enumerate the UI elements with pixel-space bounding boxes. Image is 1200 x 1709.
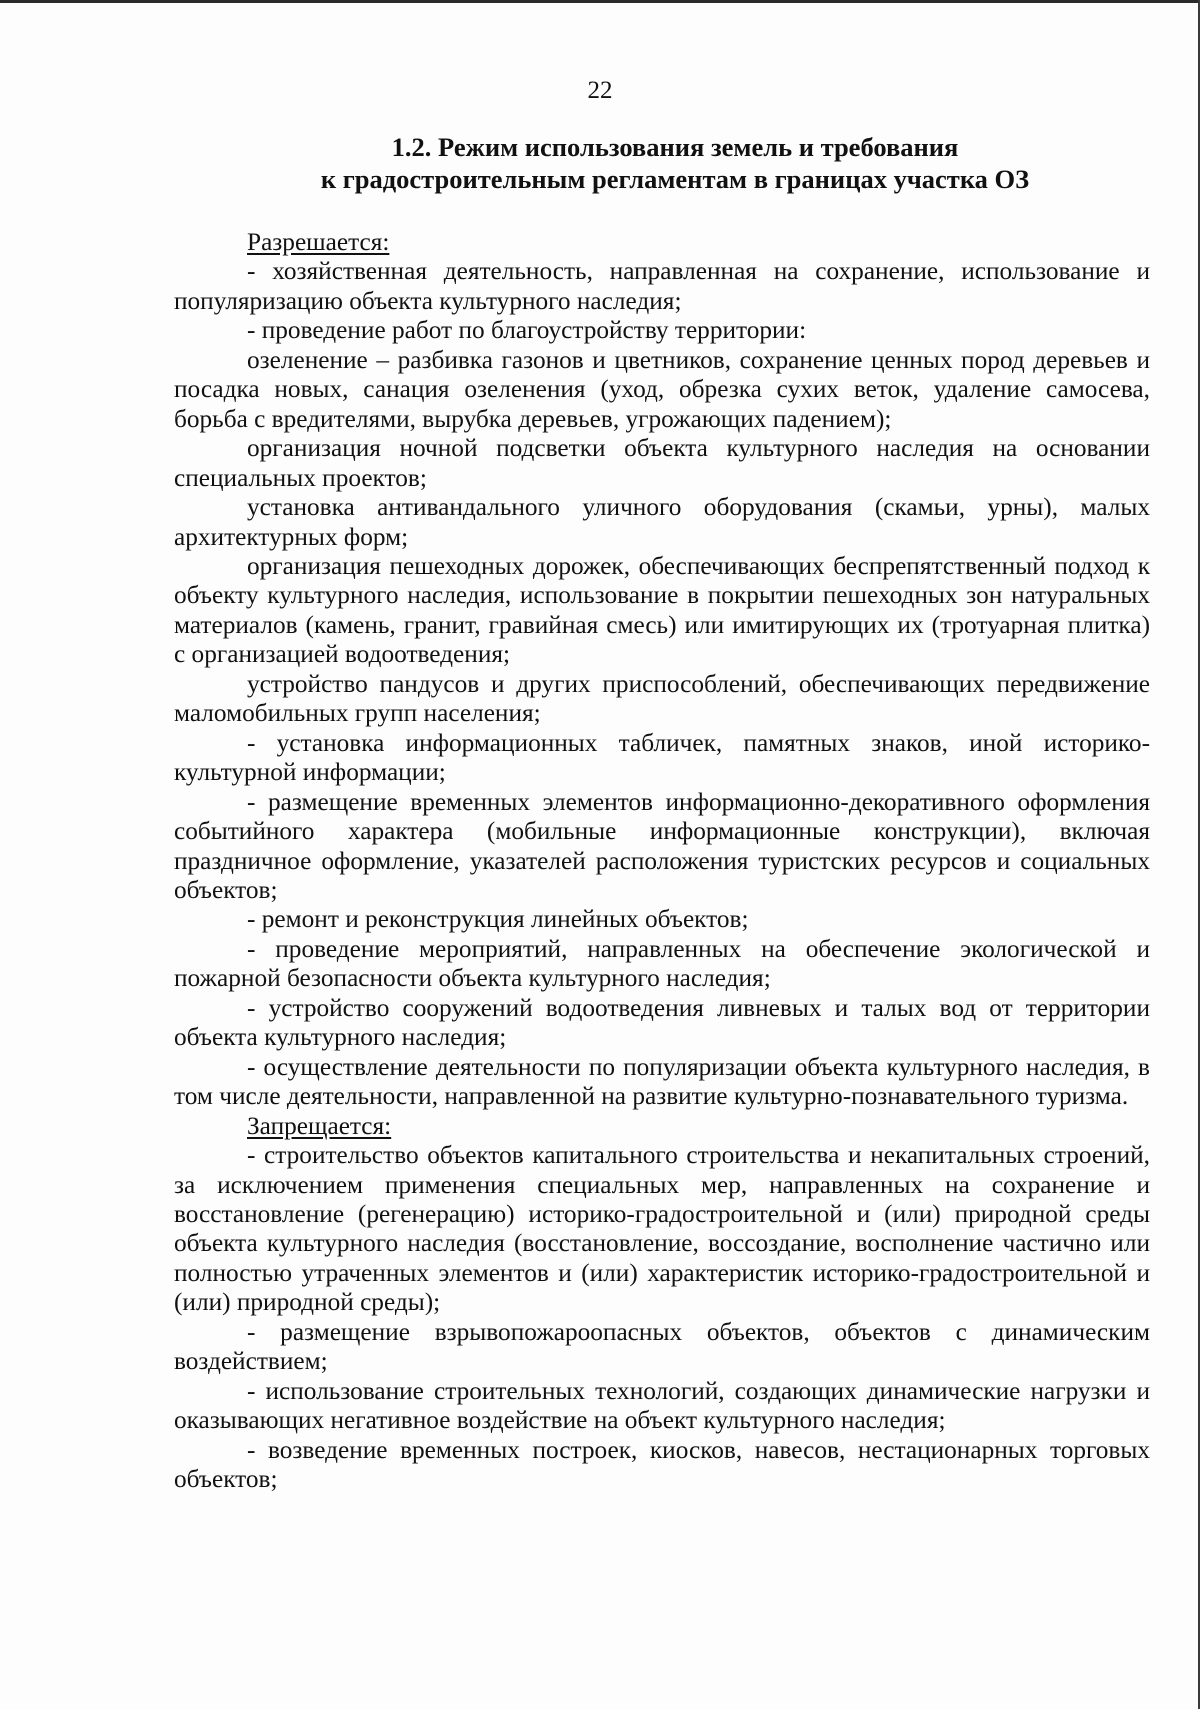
prohibited-item: - строительство объектов капитального строительства и некапитальных строений, за исключением применения специальных мер, направленных на сохранение и восстановление (регенерацию) историко-градостроительной и (или) природной среды объекта культурного наследия (восстановление, воссоздание, восполнение частично или полностью утраченных элементов и (или) характеристик историко-градостроительной и (или) природной среды); <box>174 1141 1150 1317</box>
section-title-line-2: к градостроительным регламентам в границах участка ОЗ <box>320 164 1030 194</box>
prohibited-heading-text: Запрещается: <box>247 1111 392 1140</box>
allowed-item: - установка информационных табличек, памятных знаков, иной историко-культурной информации; <box>174 728 1150 787</box>
prohibited-item: - размещение взрывопожароопасных объектов, объектов с динамическим воздействием; <box>174 1317 1150 1376</box>
allowed-item: - устройство сооружений водоотведения ливневых и талых вод от территории объекта культурного наследия; <box>174 993 1150 1052</box>
allowed-item: организация ночной подсветки объекта культурного наследия на основании специальных проектов; <box>174 434 1150 492</box>
allowed-item: - проведение мероприятий, направленных на обеспечение экологической и пожарной безопасности объекта культурного наследия; <box>174 934 1150 993</box>
allowed-heading-text: Разрешается: <box>247 228 390 256</box>
allowed-item: - хозяйственная деятельность, направленная на сохранение, использование и популяризацию объекта культурного наследия; <box>174 257 1150 315</box>
section-body <box>174 228 1150 1494</box>
allowed-item: - проведение работ по благоустройству территории: <box>247 316 807 345</box>
prohibited-item: - использование строительных технологий, создающих динамические нагрузки и оказывающих негативное воздействие на объект культурного наследия; <box>174 1376 1150 1435</box>
allowed-item: - ремонт и реконструкция линейных объектов; <box>247 905 749 934</box>
section-title-line-1: 1.2. Режим использования земель и требования <box>391 132 959 162</box>
allowed-item: устройство пандусов и других приспособлений, обеспечивающих передвижение маломобильных групп населения; <box>174 669 1150 728</box>
allowed-item: установка антивандального уличного оборудования (скамьи, урны), малых архитектурных форм; <box>174 493 1150 551</box>
page-number: 22 <box>587 77 613 104</box>
allowed-item: - осуществление деятельности по популяризации объекта культурного наследия, в том числе деятельности, направленной на развитие культурно-познавательного туризма. <box>174 1052 1150 1111</box>
allowed-item: - размещение временных элементов информационно-декоративного оформления событийного характера (мобильные информационные конструкции), включая праздничное оформление, указателей расположения туристских ресурсов и социальных объектов; <box>174 787 1150 904</box>
scan-edge-top <box>0 0 1200 3</box>
prohibited-item: - возведение временных построек, киосков, навесов, нестационарных торговых объектов; <box>174 1435 1150 1494</box>
section-title <box>280 131 1070 195</box>
allowed-item: озеленение – разбивка газонов и цветников, сохранение ценных пород деревьев и посадка новых, санация озеленения (уход, обрезка сухих веток, удаление самосева, борьба с вредителями, вырубка деревьев, угрожающих падением); <box>174 345 1150 433</box>
allowed-item: организация пешеходных дорожек, обеспечивающих беспрепятственный подход к объекту культурного наследия, использование в покрытии пешеходных зон натуральных материалов (камень, гранит, гравийная смесь) или имитирующих их (тротуарная плитка) с организацией водоотведения; <box>174 551 1150 669</box>
prohibited-heading <box>174 1112 1150 1141</box>
allowed-heading <box>174 228 1150 257</box>
